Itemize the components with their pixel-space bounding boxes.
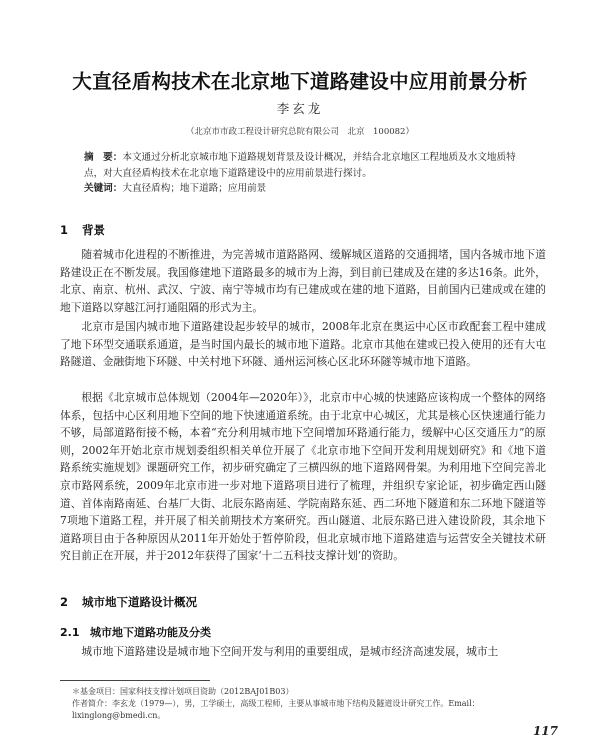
footnotes: [72, 686, 547, 722]
section-2-1-title: 城市地下道路功能及分类: [90, 626, 211, 639]
section-2-number: 2: [60, 595, 69, 609]
section-1-paragraph-2: 北京市是国内城市地下道路建设起步较早的城市，2008年北京在奥运中心区市政配套工程中建成了地下环型交通联系通道，是当时国内最长的城市地下道路。北京市其他在建或已投入使用的还有大屯路隧道、金融街地下环隧、中关村地下环隧、通州运河核心区北环环隧等城市地下道路。: [60, 320, 546, 369]
page-number: 117: [532, 724, 558, 738]
keywords-text: 大直径盾构；地下道路；应用前景: [122, 183, 267, 194]
section-2-1-paragraph-1: 城市地下道路建设是城市地下空间开发与利用的重要组成，是城市经济高速发展，城市土: [81, 645, 499, 658]
section-1-title: 背景: [82, 223, 105, 237]
section-2-1-number: 2.1: [60, 626, 80, 639]
keywords-label: 关键词：: [84, 183, 123, 194]
section-2-1-heading: [60, 624, 211, 640]
section-1-paragraph-3: 根据《北京城市总体规划（2004年—2020年）》，北京市中心城的快速路应该构成一个整体的网络体系，包括中心区利用地下空间的地下快速通道系统。由于北京中心城区，尤其是核心区快速通行能力不够，局部道路衔接不畅，本着“充分利用城市地下空间增加环路通行能力，缓解中心区交通压力”的原则，2002年开始北京市规划委组织相关单位开展了《北京市地下空间开发利用规划研究》和《地下道路系统实施规划》课题研究工作，初步研究确定了三横四纵的地下道路网骨架。为利用地下空间完善北京市路网系统，2009年北京市进一步对地下道路项目进行了梳理，并组织专家论证，初步确定西山隧道、首体南路南延、台基厂大街、北辰东路南延、学院南路东延、西二环地下隧道和东二环地下隧道等7项地下道路工程，并开展了相关前期技术方案研究。西山隧道、北辰东路已进入建设阶段，其余地下道路项目由于各种原因从2011年开始处于暂停阶段，但北京城市地下道路建造与运营安全关键技术研究目前正在开展，并于2012年获得了国家‘十二五科技支撑计划’的资助。: [60, 391, 546, 563]
abstract-text: 本文通过分析北京城市地下道路规划背景及设计概况，并结合北京地区工程地质及水文地质特点，对大直径盾构技术在北京地下道路建设中的应用前景进行探讨。: [84, 152, 516, 179]
section-2-title: 城市地下道路设计概况: [82, 595, 197, 609]
footnote-fund: ＊基金项目：国家科技支撑计划项目资助（2012BAJ01B03）: [72, 687, 294, 696]
section-1-heading: [60, 222, 105, 238]
footnote-divider: [60, 680, 210, 681]
paper-title: 大直径盾构技术在北京地下道路建设中应用前景分析: [72, 70, 528, 93]
abstract-label: 摘 要：: [84, 152, 123, 163]
footnote-author-bio: 作者简介：李玄龙（1979—），男，工学硕士，高级工程师，主要从事城市地下结构及隧道设计研究工作。Email：lixinglong@bmedi.cn。: [72, 699, 480, 720]
section-1-number: 1: [60, 223, 69, 237]
abstract: [84, 150, 524, 181]
author-affiliation: （北京市市政工程设计研究总院有限公司 北京 100082）: [186, 127, 414, 137]
keywords: [84, 181, 524, 197]
section-1-paragraph-1: 随着城市化进程的不断推进，为完善城市道路路网、缓解城区道路的交通拥堵，国内各城市地下道路建设正在不断发展。我国修建地下道路最多的城市为上海，到目前已建成及在建的多达16条。此外，北京、南京、杭州、武汉、宁波、南宁等城市均有已建成或在建的地下道路，目前国内已建成或在建的地下道路以穿越江河打通阻隔的形式为主。: [60, 248, 546, 314]
author-name: 李玄龙: [276, 101, 324, 116]
section-2-heading: [60, 594, 197, 610]
abstract-block: [84, 150, 524, 197]
